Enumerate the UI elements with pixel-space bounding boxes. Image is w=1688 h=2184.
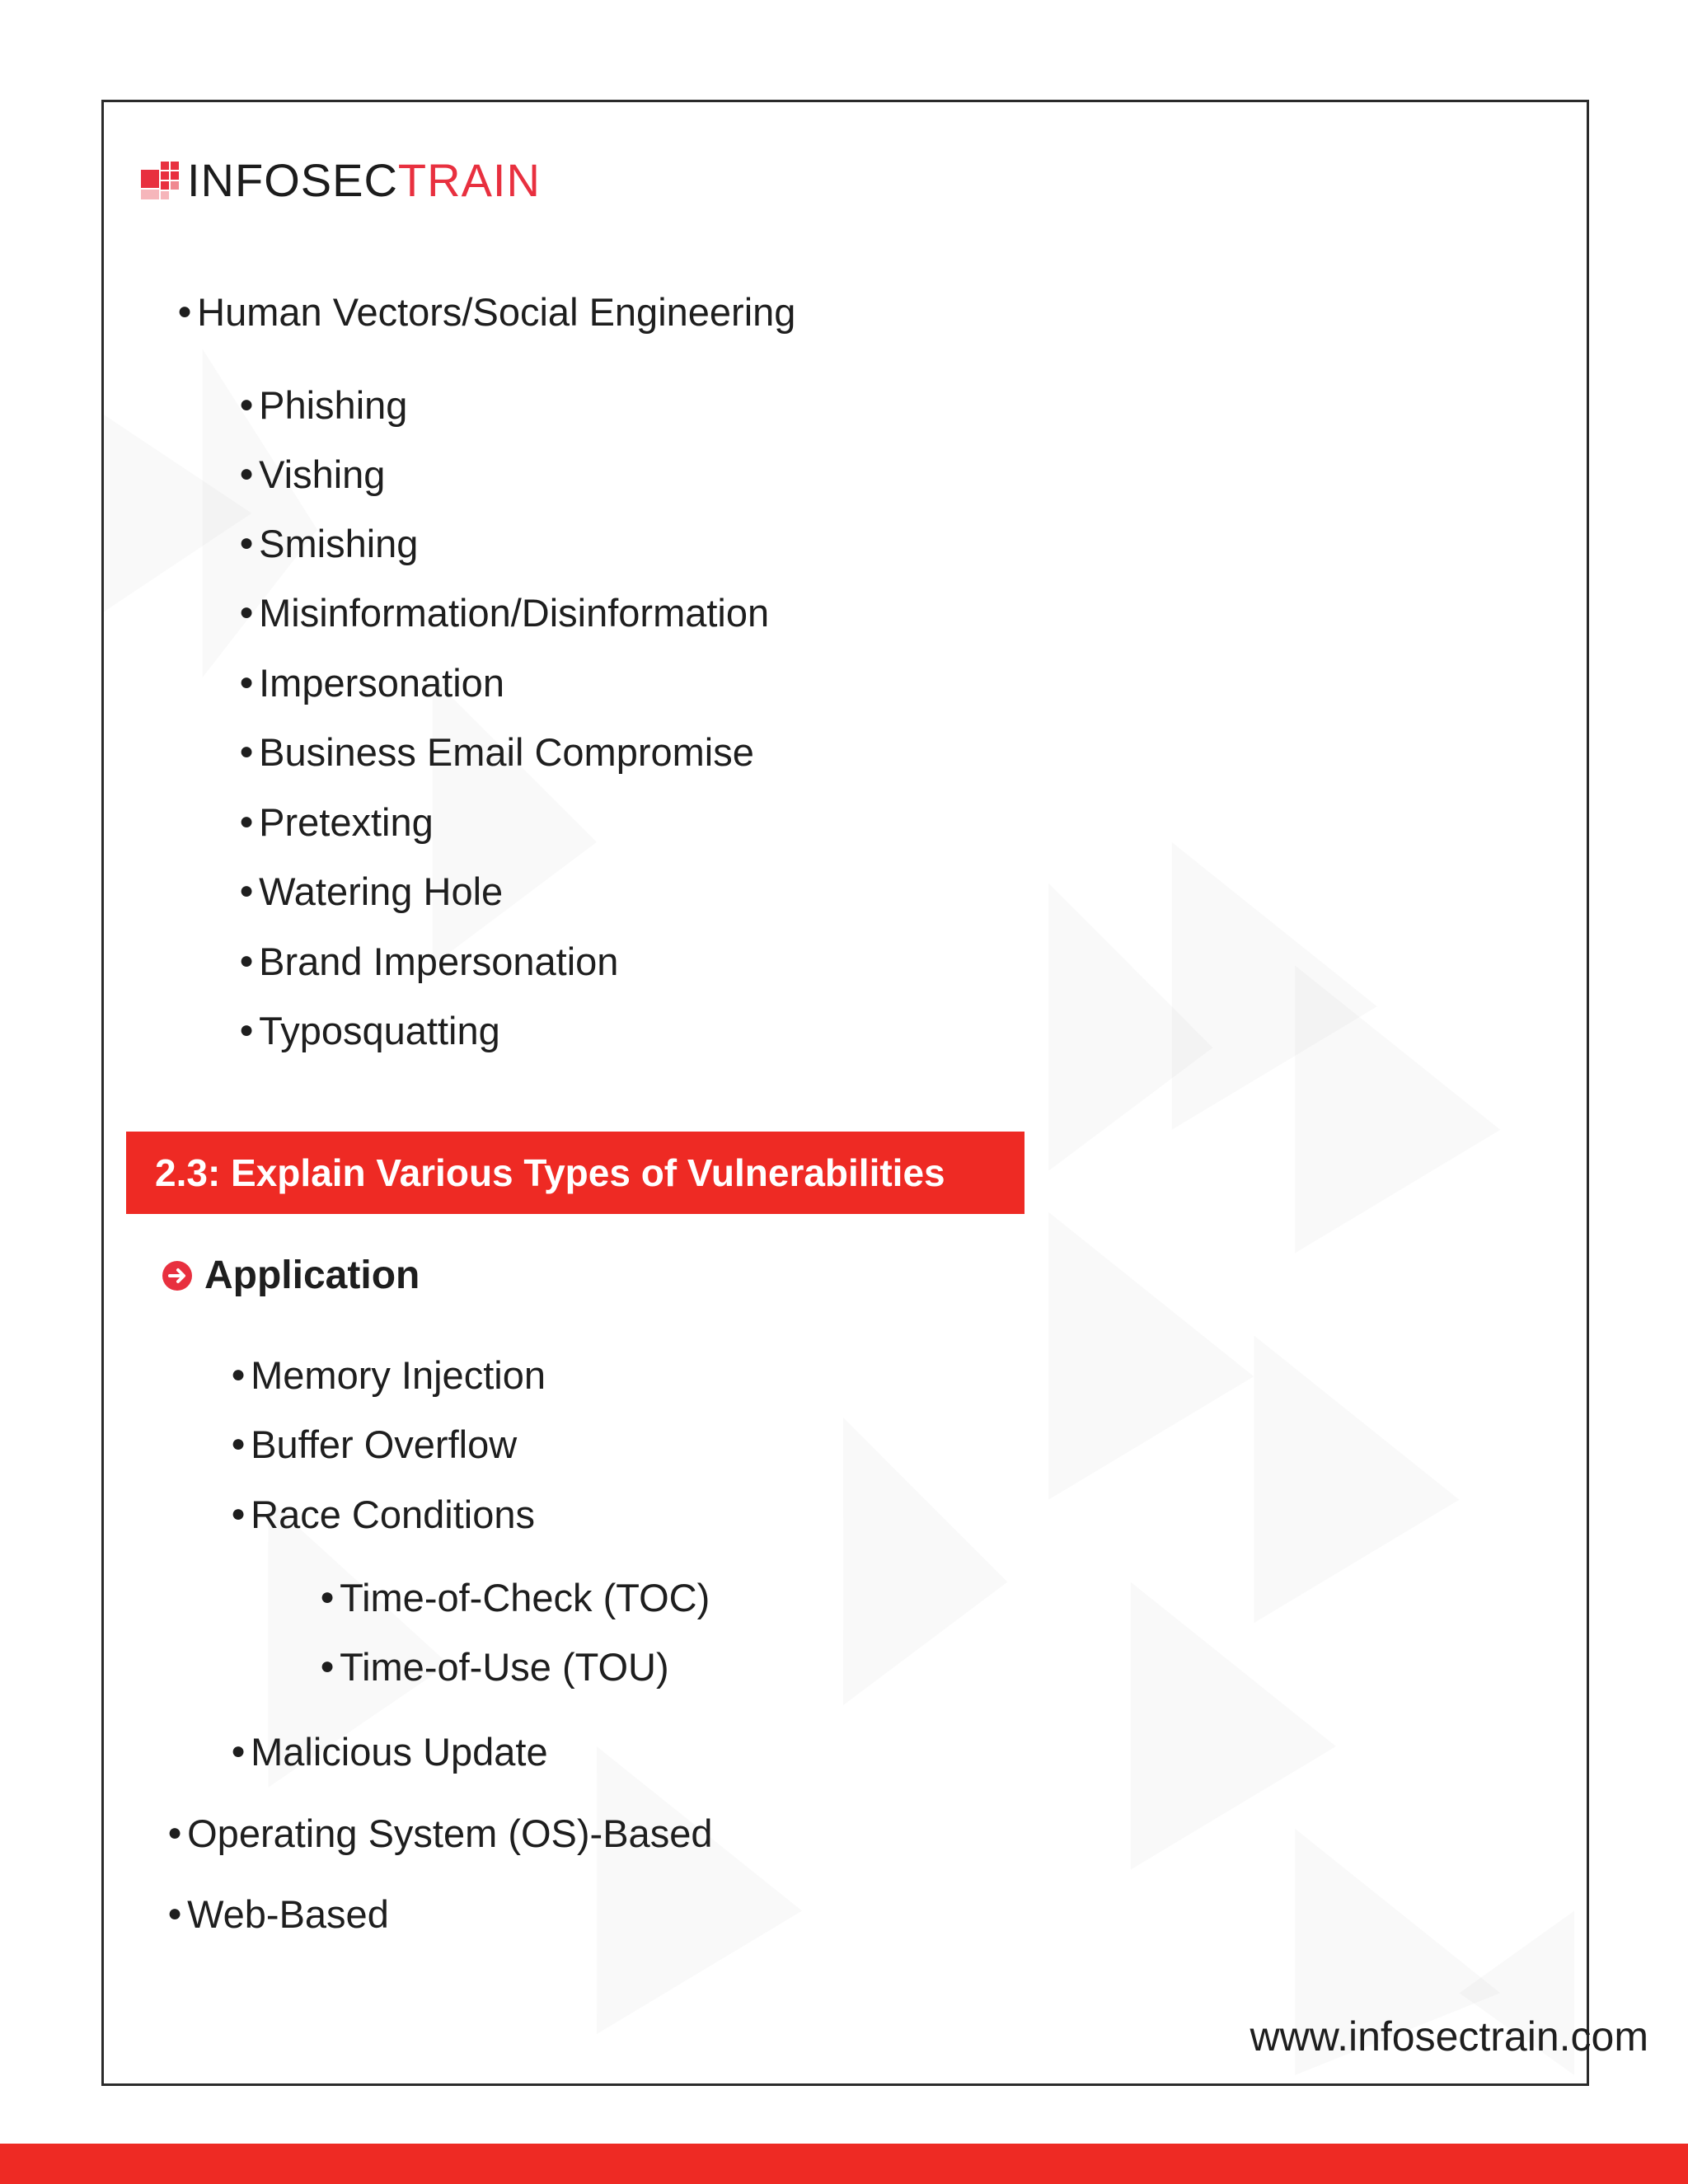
bullet-icon: ● (239, 460, 255, 487)
bullet-icon: ● (239, 529, 255, 556)
list-item: ● Brand Impersonation (239, 940, 619, 983)
section-title-banner (126, 1132, 1025, 1214)
bullet-icon: ● (239, 808, 255, 835)
list-item: ● Vishing (239, 452, 386, 496)
bullet-icon: ● (239, 1016, 255, 1043)
bullet-icon: ● (239, 598, 255, 626)
list-item: ● Buffer Overflow (231, 1422, 518, 1466)
bullet-icon: ● (231, 1737, 246, 1765)
application-heading: Application (162, 1253, 420, 1298)
list-item: ● Business Email Compromise (239, 730, 754, 774)
bullet-icon: ● (239, 738, 255, 765)
list-item: ● Malicious Update (231, 1730, 548, 1774)
bullet-icon: ● (239, 877, 255, 904)
bullet-icon: ● (167, 1900, 183, 1927)
list-item: ● Time-of-Use (TOU) (320, 1645, 669, 1689)
brand-logo (141, 152, 541, 209)
logo-grid-icon (141, 162, 179, 199)
bullet-icon: ● (239, 947, 255, 974)
arrow-circle-icon (162, 1260, 193, 1291)
bullet-icon: ● (320, 1583, 335, 1610)
list-item: ● Time-of-Check (TOC) (320, 1576, 710, 1619)
list-item: ● Race Conditions (231, 1493, 535, 1536)
bullet-icon: ● (239, 391, 255, 418)
list-item: ● Phishing (239, 383, 408, 427)
list-item: ● Misinformation/Disinformation (239, 591, 770, 635)
logo-text: INFOSECTRAIN (187, 154, 541, 206)
bullet-icon: ● (231, 1430, 246, 1457)
list-item: ● Operating System (OS)-Based (167, 1811, 713, 1855)
bullet-icon: ● (231, 1361, 246, 1388)
list-item: ● Web-Based (167, 1892, 389, 1936)
bottom-accent-bar (0, 2144, 1688, 2184)
list-item: ● Memory Injection (231, 1353, 546, 1397)
list-item: ● Typosquatting (239, 1009, 500, 1052)
list-item: ● Impersonation (239, 661, 504, 705)
section-title: 2.3: Explain Various Types of Vulnerabilities (155, 1151, 945, 1194)
list-item: ● Watering Hole (239, 869, 504, 913)
bullet-icon: ● (231, 1500, 246, 1527)
bullet-icon: ● (239, 668, 255, 696)
list-item: ● Smishing (239, 522, 419, 565)
bullet-icon: ● (177, 298, 193, 325)
footer-website-link[interactable]: www.infosectrain.com (1250, 2013, 1648, 2060)
bullet-icon: ● (167, 1819, 183, 1846)
list-item-human-vectors: ● Human Vectors/Social Engineering (177, 290, 796, 334)
bullet-icon: ● (320, 1652, 335, 1680)
list-item: ● Pretexting (239, 800, 434, 844)
